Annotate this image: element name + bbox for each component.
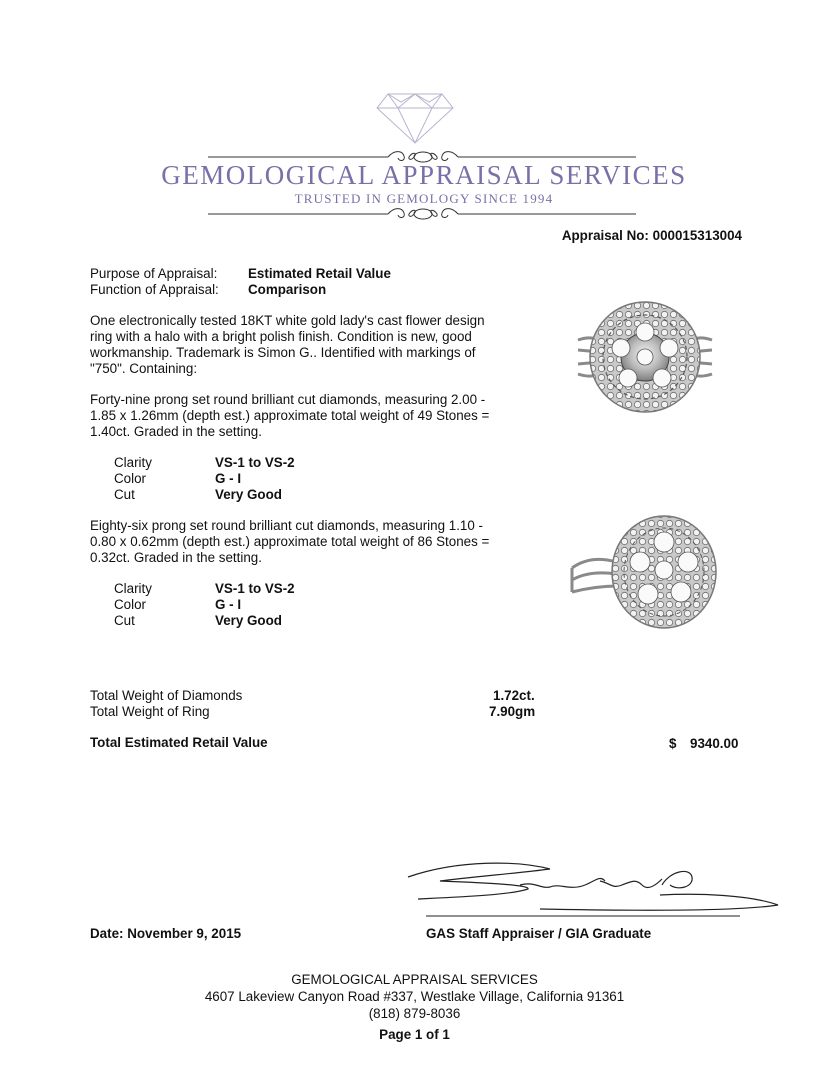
stone-group-1-description: Forty-nine prong set round brilliant cut diamonds, measuring 2.00 - 1.85 x 1.26mm (depth est.) approximate total weight of 49 Stones = 1.40ct. Graded in the setting. bbox=[90, 392, 490, 439]
total-weight-diamonds-label: Total Weight of Diamonds bbox=[90, 688, 243, 703]
footer bbox=[0, 971, 829, 1043]
grade-value-clarity-1: VS-1 to VS-2 bbox=[215, 455, 295, 470]
footer-company: GEMOLOGICAL APPRAISAL SERVICES bbox=[291, 972, 538, 987]
total-weight-ring-label: Total Weight of Ring bbox=[90, 704, 210, 719]
grade-label-cut-1: Cut bbox=[114, 487, 135, 502]
signer-title: GAS Staff Appraiser / GIA Graduate bbox=[426, 926, 652, 941]
grade-value-cut-2: Very Good bbox=[215, 613, 282, 628]
appraisal-number-value: 000015313004 bbox=[652, 228, 742, 243]
grade-value-color-1: G - I bbox=[215, 471, 242, 486]
item-description: One electronically tested 18KT white gold lady's cast flower design ring with a halo with a bright polish finish. Condition is new, good workmanship. Trademark is Simon G.. Identified with markings of "750". Containing: bbox=[90, 313, 485, 376]
total-retail-value: 9340.00 bbox=[690, 736, 739, 751]
total-retail-value-label: Total Estimated Retail Value bbox=[90, 735, 268, 750]
appraisal-date: Date: November 9, 2015 bbox=[90, 926, 242, 941]
ring-photo-top-view bbox=[570, 292, 720, 422]
grade-label-color-2: Color bbox=[114, 597, 146, 612]
grade-value-clarity-2: VS-1 to VS-2 bbox=[215, 581, 295, 596]
appraisal-number bbox=[562, 228, 742, 243]
total-weight-diamonds-value: 1.72ct. bbox=[493, 688, 535, 703]
grade-label-clarity-1: Clarity bbox=[114, 455, 152, 470]
grade-value-color-2: G - I bbox=[215, 597, 242, 612]
ring-photo-side-view bbox=[566, 510, 726, 640]
total-weight-ring-value: 7.90gm bbox=[489, 704, 536, 719]
grade-label-clarity-2: Clarity bbox=[114, 581, 152, 596]
company-tagline: TRUSTED IN GEMOLOGY SINCE 1994 bbox=[294, 191, 554, 206]
purpose-label: Purpose of Appraisal: bbox=[90, 266, 218, 281]
ornament-divider-bottom bbox=[208, 205, 638, 223]
diamond-logo-icon bbox=[376, 92, 454, 144]
signature-image bbox=[400, 855, 785, 925]
company-title: GEMOLOGICAL APPRAISAL SERVICES bbox=[161, 160, 687, 190]
footer-phone: (818) 879-8036 bbox=[368, 1006, 461, 1021]
appraisal-number-label: Appraisal No: bbox=[561, 228, 649, 243]
purpose-value: Estimated Retail Value bbox=[248, 266, 391, 281]
grade-value-cut-1: Very Good bbox=[215, 487, 282, 502]
currency-symbol: $ bbox=[669, 736, 677, 751]
page-number: Page 1 of 1 bbox=[379, 1027, 450, 1042]
function-label: Function of Appraisal: bbox=[90, 282, 219, 297]
stone-group-2-description: Eighty-six prong set round brilliant cut diamonds, measuring 1.10 - 0.80 x 0.62mm (depth est.) approximate total weight of 86 Stones = 0.32ct. Graded in the setting. bbox=[90, 518, 490, 565]
function-value: Comparison bbox=[248, 282, 327, 297]
grade-label-cut-2: Cut bbox=[114, 613, 135, 628]
grade-label-color-1: Color bbox=[114, 471, 146, 486]
footer-address: 4607 Lakeview Canyon Road #337, Westlake Village, California 91361 bbox=[204, 989, 625, 1004]
